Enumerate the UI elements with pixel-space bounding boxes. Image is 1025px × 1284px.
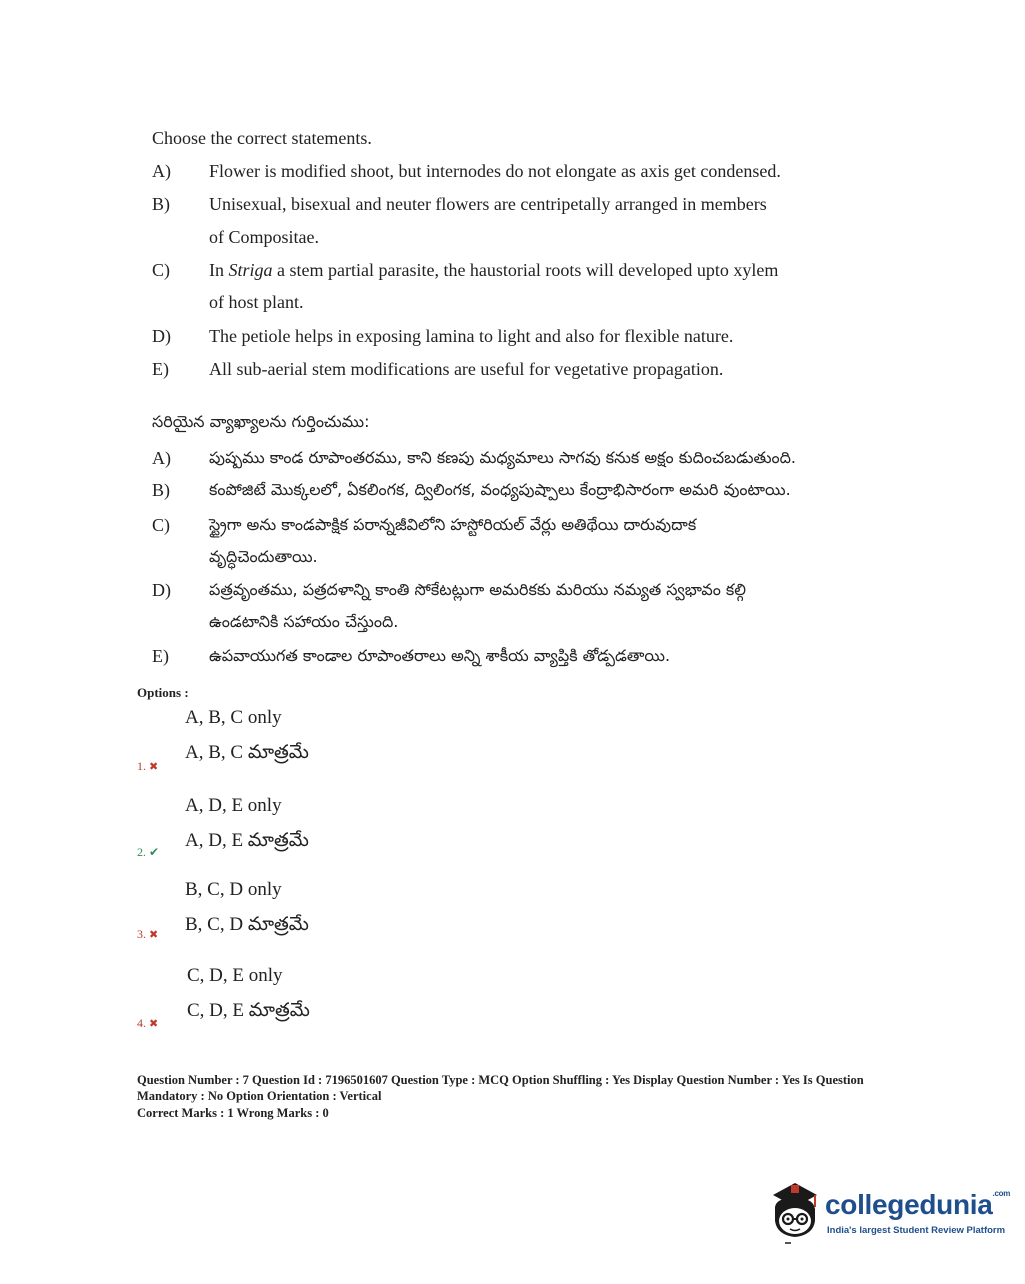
logo-wordmark: collegedunia$^{.com}$	[825, 1189, 1011, 1220]
statement-text-en-c: In Striga a stem partial parasite, the haustorial roots will developed upto xylem	[209, 260, 779, 280]
statement-label-en-a: A)	[152, 161, 171, 181]
statement-text-te-a: పుష్పము కాండ రూపాంతరము, కాని కణపు మధ్యమాలు సాగవు కనుక అక్షం కుదించబడుతుంది.	[209, 448, 797, 467]
option-4-text-en[interactable]: C, D, E only	[187, 965, 283, 986]
question-prompt-te: సరియైన వ్యాఖ్యాలను గుర్తించుము:	[152, 412, 370, 431]
statement-text-en-a: Flower is modified shoot, but internodes do not elongate as axis get condensed.	[209, 161, 781, 181]
statement-label-te-e: E)	[152, 646, 169, 666]
option-4-text-te[interactable]: C, D, E మాత్రమే	[187, 1000, 310, 1021]
options-label: Options :	[137, 685, 189, 700]
option-3-number: 3. ✖	[137, 927, 159, 941]
statement-label-en-d: D)	[152, 326, 171, 346]
statement-label-en-b: B)	[152, 194, 170, 214]
wrong-mark-icon: ✖	[149, 1018, 159, 1030]
statement-text-te-b: కంపోజిటే మొక్కలలో, ఏకలింగక, ద్విలింగక, వంధ్యపుష్పాలు కేంద్రాభిసారంగా అమరి వుంటాయి.	[209, 480, 791, 499]
statement-label-en-e: E)	[152, 359, 169, 379]
correct-checkmark-icon: ✔	[149, 845, 160, 859]
logo-tagline: India's largest Student Review Platform	[827, 1225, 1006, 1236]
statement-text-en-c-cont: of host plant.	[209, 292, 304, 312]
collegedunia-logo[interactable]	[765, 1175, 1011, 1255]
statement-text-en-b: Unisexual, bisexual and neuter flowers are centripetally arranged in members	[209, 194, 767, 214]
statement-text-te-c: స్ట్రైగా అను కాండపాక్షిక పరాన్నజీవిలోని హస్టోరియల్ వేర్లు అతిథేయి దారువుదాక	[209, 515, 697, 534]
option-1-text-en[interactable]: A, B, C only	[185, 707, 282, 728]
option-1-text-te[interactable]: A, B, C మాత్రమే	[185, 742, 309, 763]
statement-text-te-c-cont: వృద్ధిచెందుతాయి.	[209, 547, 318, 566]
statement-label-te-c: C)	[152, 515, 170, 535]
student-mascot-icon	[765, 1177, 825, 1247]
statement-label-te-a: A)	[152, 448, 171, 468]
option-2-text-te[interactable]: A, D, E మాత్రమే	[185, 830, 309, 851]
wrong-mark-icon: ✖	[149, 761, 159, 773]
statement-label-te-d: D)	[152, 580, 171, 600]
option-3-text-te[interactable]: B, C, D మాత్రమే	[185, 914, 309, 935]
statement-label-en-c: C)	[152, 260, 170, 280]
statement-label-te-b: B)	[152, 480, 170, 500]
option-3-text-en[interactable]: B, C, D only	[185, 879, 282, 900]
statement-text-te-d: పత్రవృంతము, పత్రదళాన్ని కాంతి సోకేటట్లుగా అమరికకు మరియు నమ్యత స్వభావం కల్గి	[209, 580, 747, 599]
metadata-line-3: Correct Marks : 1 Wrong Marks : 0	[137, 1106, 329, 1120]
metadata-line-1: Question Number : 7 Question Id : 7196501607 Question Type : MCQ Option Shuffling : Yes Display Question Number : Yes Is Question	[137, 1073, 864, 1087]
question-prompt-en: Choose the correct statements.	[152, 128, 372, 148]
species-name: Striga	[228, 260, 273, 280]
option-2-number: 2. ✔	[137, 845, 160, 859]
option-4-number: 4. ✖	[137, 1016, 159, 1030]
statement-text-en-b-cont: of Compositae.	[209, 227, 319, 247]
question-metadata	[137, 1072, 907, 1121]
metadata-line-2: Mandatory : No Option Orientation : Vertical	[137, 1089, 382, 1103]
statement-text-en-e: All sub-aerial stem modifications are useful for vegetative propagation.	[209, 359, 724, 379]
wrong-mark-icon: ✖	[149, 929, 159, 941]
option-2-text-en[interactable]: A, D, E only	[185, 795, 282, 816]
statement-text-te-e: ఉపవాయుగత కాండాల రూపాంతరాలు అన్ని శాకీయ వ్యాప్తికి తోడ్పడతాయి.	[209, 646, 671, 665]
option-1-number: 1. ✖	[137, 759, 159, 773]
statement-text-te-d-cont: ఉండటానికి సహాయం చేస్తుంది.	[209, 612, 399, 631]
statement-text-en-d: The petiole helps in exposing lamina to light and also for flexible nature.	[209, 326, 734, 346]
